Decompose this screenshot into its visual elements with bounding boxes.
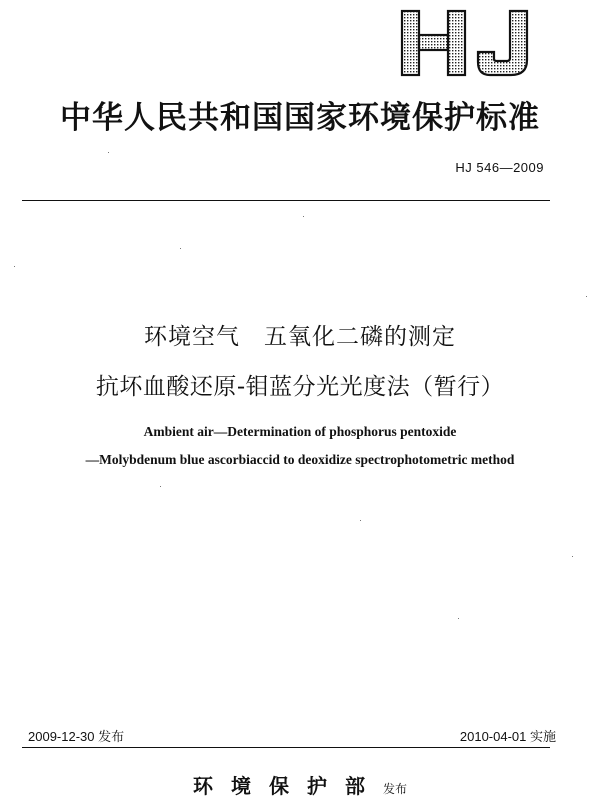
title-chinese-line-2: 抗坏血酸还原-钼蓝分光光度法（暂行）: [95, 374, 505, 400]
scan-speck: [160, 486, 161, 487]
issuing-authority-title: 中华人民共和国国家环境保护标准: [60, 100, 540, 136]
issue-date: 2009-12-30 发布: [28, 729, 125, 744]
header-divider: [22, 200, 550, 201]
hj-logo: [398, 8, 538, 78]
title-english-line-1: Ambient air—Determination of phosphorus pentoxide: [143, 424, 457, 439]
scan-speck: [572, 556, 573, 557]
scan-speck: [14, 266, 15, 267]
title-english-line-2: —Molybdenum blue ascorbiaccid to deoxidize spectrophotometric method: [85, 452, 515, 467]
scan-speck: [586, 296, 587, 297]
issuer-suffix: 发布: [382, 782, 407, 796]
scan-speck: [303, 216, 304, 217]
scan-speck: [108, 152, 109, 153]
scan-speck: [180, 248, 181, 249]
issuer-line: [0, 770, 600, 799]
standard-number: HJ 546—2009: [455, 160, 544, 175]
scan-speck: [458, 618, 459, 619]
footer-divider: [22, 747, 550, 748]
implementation-date: 2010-04-01 实施: [459, 729, 556, 744]
logo-letter-j: [478, 11, 527, 75]
issuer-name: 环境保护部: [192, 774, 383, 798]
scan-speck: [360, 520, 361, 521]
logo-letter-h: [402, 11, 465, 75]
title-chinese-line-1: 环境空气 五氧化二磷的测定: [144, 324, 456, 350]
